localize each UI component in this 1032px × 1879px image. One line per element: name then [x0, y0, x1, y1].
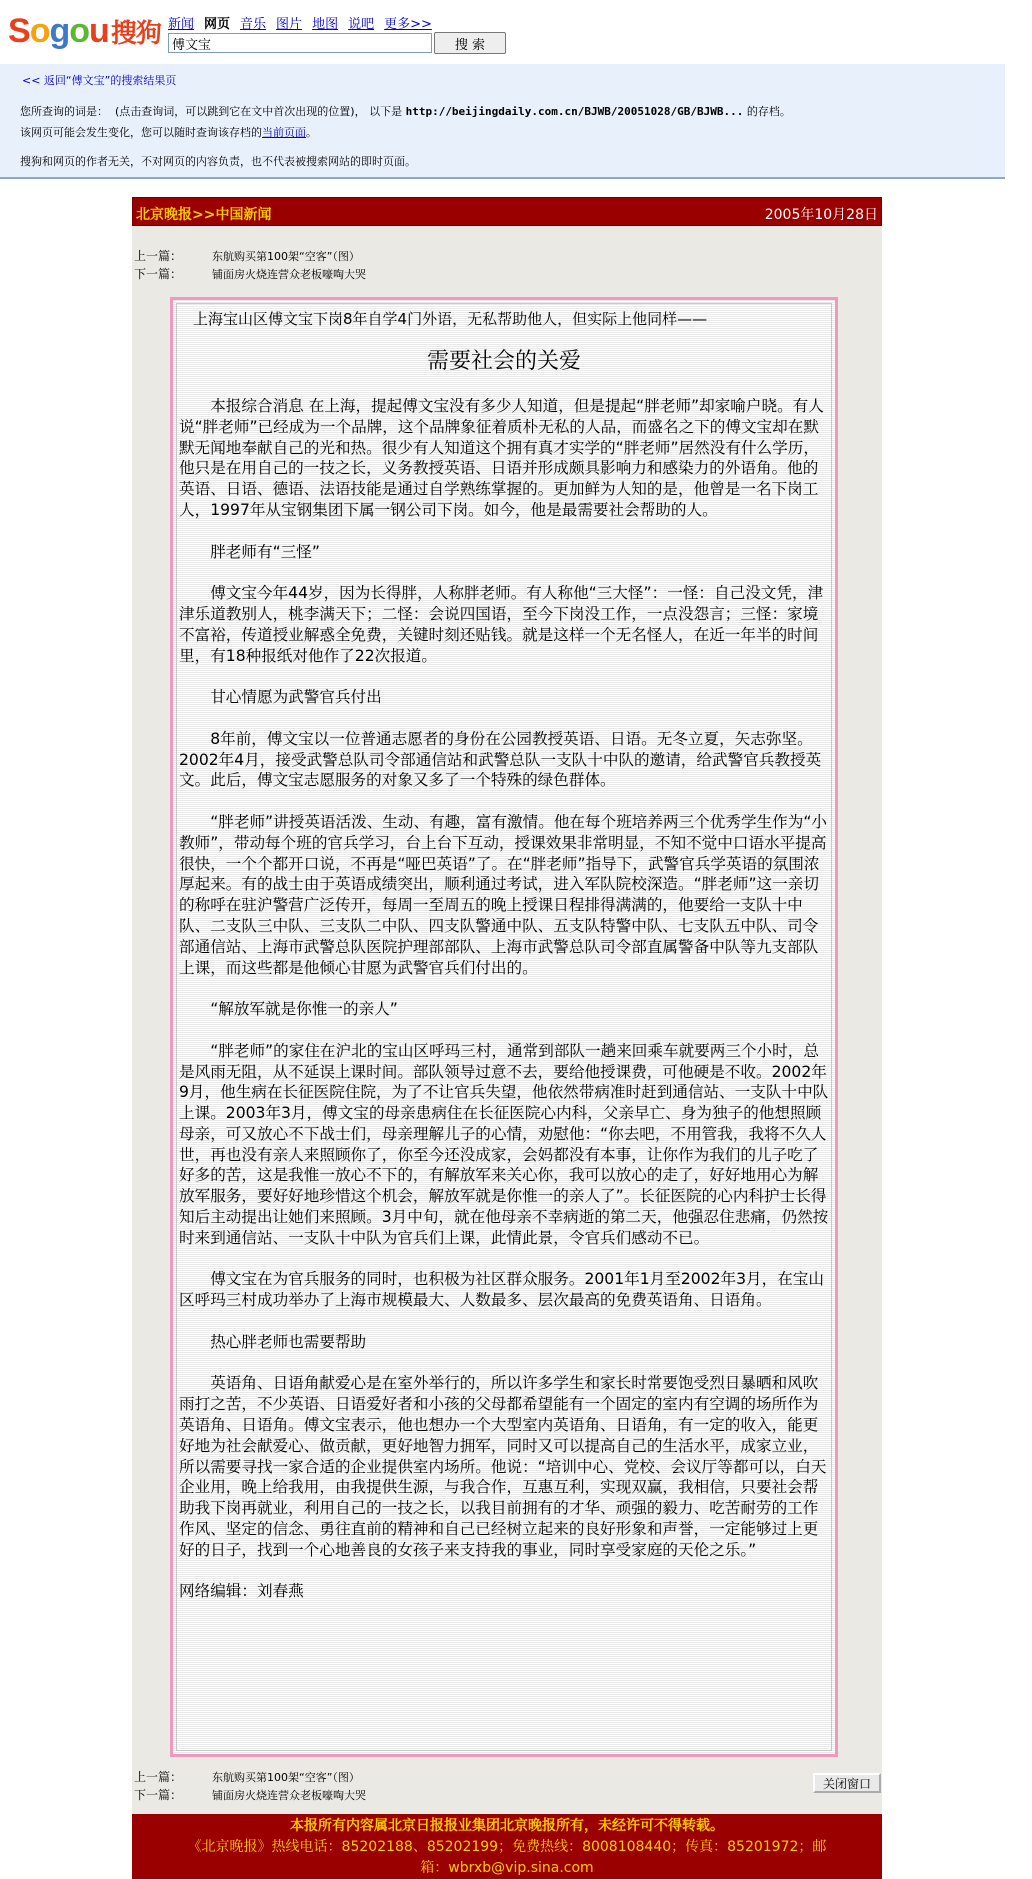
prev-article	[134, 247, 360, 264]
prev-article-bottom	[134, 1768, 360, 1785]
divider	[0, 177, 1005, 179]
notice-prefix: 您所查询的词是：	[20, 105, 108, 118]
close-window-button[interactable]: 关闭窗口	[813, 1773, 881, 1793]
sogou-disclaimer: 搜狗和网页的作者无关，不对网页的内容负责，也不代表被搜索网站的即时页面。	[20, 155, 416, 168]
nav-more[interactable]: 更多>>	[384, 17, 432, 32]
footer-email[interactable]: 箱：wbrxb@vip.sina.com	[420, 1860, 594, 1876]
search-input[interactable]	[168, 33, 432, 53]
current-page-link[interactable]: 当前页面	[262, 126, 306, 139]
prev-label: 上一篇：	[134, 249, 183, 263]
sogou-nav	[168, 13, 442, 32]
notice-url: http://beijingdaily.com.cn/BJWB/20051028/GB/BJWB...	[405, 105, 744, 118]
section-heading: 热心胖老师也需要帮助	[210, 1332, 367, 1351]
prev-label: 上一篇：	[134, 1770, 183, 1784]
next-article-link[interactable]: 铺面房火烧连营众老板嚎啕大哭	[212, 268, 366, 281]
article-title: 需要社会的关爱	[426, 349, 581, 374]
back-to-results-link[interactable]: << 返回“傅文宝”的搜索结果页	[22, 74, 177, 87]
article-paragraph: 傅文宝在为官兵服务的同时，也积极为社区群众服务。2001年1月至2002年3月，在宝山区呼玛三村成功举办了上海市规模最大、人数最多、层次最高的免费英语角、日语角。	[179, 1270, 824, 1310]
notice-line2-post: 。	[306, 126, 317, 139]
article-paragraph: 傅文宝今年44岁，因为长得胖，人称胖老师。有人称他“三大怪”：一怪：自己没文凭，津津乐道教别人，桃李满天下；二怪：会说四国语，至今下岗没工作，一点没怨言；三怪：家境不富裕，传道授业解惑全免费，关键时刻还贴钱。就是这样一个无名怪人，在近一年半的时间里，有18种报纸对他作了22次报道。	[179, 584, 824, 665]
nav-map[interactable]: 地图	[312, 17, 339, 32]
next-article	[134, 265, 366, 282]
notice-mid: (点击查询词，可以跳到它在文中首次出现的位置)， 以下是	[115, 105, 403, 118]
next-article-bottom	[134, 1786, 366, 1803]
nav-web[interactable]: 网页	[204, 17, 231, 32]
article-paragraph: 英语角、日语角献爱心是在室外举行的，所以许多学生和家长时常要饱受烈日暴晒和风吹雨打之苦，不少英语、日语爱好者和小孩的父母都希望能有一个固定的室内有空调的场所作为英语角、日语角。傅文宝表示，他也想办一个大型室内英语角、日语角，有一定的收入，能更好地为社会献爱心、做贡献，更好地智力拥军，同时又可以提高自己的生活水平，成家立业，所以需要寻找一家合适的企业提供室内场所。他说：“培训中心、党校、会议厅等都可以，白天企业用，晚上给我用，由我提供生源，与我合作，互惠互利，实现双赢，我相信，只要社会帮助我下岗再就业，利用自己的一技之长，以我目前拥有的才华、顽强的毅力、吃苦耐劳的工作作风、坚定的信念、勇往直前的精神和自己已经树立起来的良好形象和声誉，一定能够过上更好的日子，找到一个心地善良的女孩子来支持我的事业，同时享受家庭的天伦之乐。”	[179, 1374, 827, 1559]
article-paragraph: “胖老师”讲授英语活泼、生动、有趣，富有激情。他在每个班培养两三个优秀学生作为“小教师”，带动每个班的官兵学习，台上台下互动，授课效果非常明显，不知不觉中口语水平提高很快，一个个都开口说，不再是“哑巴英语”了。在“胖老师”指导下，武警官兵学英语的氛围浓厚起来。有的战士由于英语成绩突出，顺利通过考试，进入军队院校深造。“胖老师”这一亲切的称呼在驻沪警营广泛传开，每周一至周五的晚上授课日程排得满满的，他要给一支队十中队、二支队三中队、三支队二中队、四支队警通中队、五支队特警中队、七支队五中队、司令部通信站、上海市武警总队医院护理部部队、上海市武警总队司令部直属警备中队等九支部队上课，而这些都是他倾心甘愿为武警官兵们付出的。	[179, 812, 827, 977]
notice-suffix: 的存档。	[746, 105, 791, 118]
publish-date: 2005年10月28日	[764, 207, 878, 223]
article-subtitle: 上海宝山区傅文宝下岗8年自学4门外语，无私帮助他人，但实际上他同样——	[193, 310, 708, 328]
prev-article-link[interactable]: 东航购买第100架“空客”（图）	[212, 250, 360, 263]
sogou-logo[interactable]: Sogou搜狗	[8, 12, 161, 50]
article-frame	[170, 297, 838, 1757]
nav-images[interactable]: 图片	[276, 17, 303, 32]
nav-shuoba[interactable]: 说吧	[348, 17, 375, 32]
article-paragraph: 8年前，傅文宝以一位普通志愿者的身份在公园教授英语、日语。无冬立夏，矢志弥坚。2002年4月，接受武警总队司令部通信站和武警总队一支队十中队的邀请，给武警官兵教授英文。此后，傅文宝志愿服务的对象又多了一个特殊的绿色群体。	[179, 729, 822, 790]
footer	[132, 1814, 882, 1879]
article-paragraph: 本报综合消息 在上海，提起傅文宝没有多少人知道，但是提起“胖老师”却家喻户晓。有人说“胖老师”已经成为一个品牌，这个品牌象征着质朴无私的人品，而盛名之下的傅文宝却在默默无闻地奉献自己的光和热。很少有人知道这个拥有真才实学的“胖老师”居然没有什么学历，他只是在用自己的一技之长，义务教授英语、日语并形成颇具影响力和感染力的外语角。他的英语、日语、德语、法语技能是通过自学熟练掌握的。更加鲜为人知的是，他曾是一名下岗工人，1997年从宝钢集团下属一钢公司下岗。如今，他是最需要社会帮助的人。	[179, 397, 824, 519]
section-heading: 胖老师有“三怪”	[210, 542, 320, 561]
prev-article-link[interactable]: 东航购买第100架“空客”（图）	[212, 1771, 360, 1784]
section-breadcrumb[interactable]: 北京晚报>>中国新闻	[136, 207, 272, 223]
snapshot-notice	[20, 103, 791, 119]
sogou-logo-cn: 搜狗	[110, 19, 161, 49]
footer-contact: 《北京晚报》热线电话：85202188、85202199；免费热线：8008108440；传真：85201972；邮	[187, 1839, 827, 1855]
article-body	[179, 396, 829, 1623]
next-article-link[interactable]: 铺面房火烧连营众老板嚎啕大哭	[212, 1789, 366, 1802]
notice-line2-pre: 该网页可能会发生变化，您可以随时查询该存档的	[20, 126, 262, 139]
article-paragraph: “胖老师”的家住在沪北的宝山区呼玛三村，通常到部队一趟来回乘车就要两三个小时，总是风雨无阻，从不延误上课时间。部队领导过意不去，要给他授课费，可他硬是不收。2002年9月，他生病在长征医院住院，为了不让官兵失望，他依然带病准时赶到通信站、一支队十中队上课。2003年3月，傅文宝的母亲患病住在长征医院心内科，父亲早亡、身为独子的他想照顾母亲，可又放心不下战士们，母亲理解儿子的心情，劝慰他：“你去吧，不用管我，我将不久人世，再也没有亲人来照顾你了，你至今还没成家，会妈都没有本事，让你作为我们的儿子吃了好多的苦，这是我惟一放心不下的，有解放军来关心你，我可以放心的走了，好好地用心为解放军服务，要好好地珍惜这个机会，解放军就是你惟一的亲人了”。长征医院的心内科护士长得知后主动提出让她们来照顾。3月中旬，就在他母亲不幸病逝的第二天，他强忍住悲痛，仍然按时来到通信站、一支队十中队为官兵们上课，此情此景，令官兵们感动不已。	[179, 1041, 829, 1247]
next-label: 下一篇：	[134, 1788, 183, 1802]
section-heading: 甘心情愿为武警官兵付出	[210, 688, 382, 707]
article-page	[132, 197, 882, 1879]
next-label: 下一篇：	[134, 267, 183, 281]
section-heading: “解放军就是你惟一的亲人”	[210, 1000, 398, 1019]
article-editor: 网络编辑：刘春燕	[179, 1582, 304, 1601]
nav-music[interactable]: 音乐	[240, 17, 267, 32]
sogou-header	[0, 0, 1032, 64]
snapshot-notice-line2	[20, 124, 317, 140]
nav-news[interactable]: 新闻	[168, 17, 195, 32]
search-button[interactable]: 搜 索	[434, 32, 506, 54]
footer-copyright: 本报所有内容属北京日报报业集团北京晚报所有，未经许可不得转载。	[290, 1818, 724, 1834]
section-bar	[132, 197, 882, 226]
